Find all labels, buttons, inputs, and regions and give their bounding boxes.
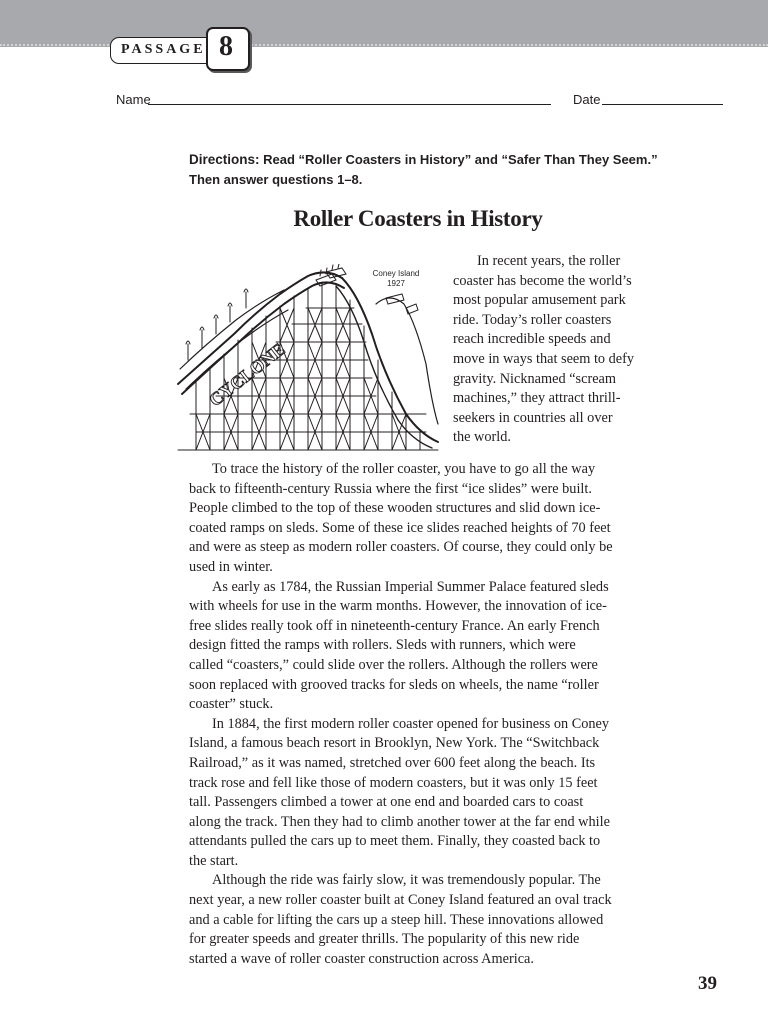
body-line: soon replaced with grooved tracks for sleds on wheels, the name “roller [189, 676, 599, 693]
roller-coaster-illustration [176, 264, 440, 452]
directions [189, 150, 659, 190]
body-line: the start. [189, 852, 239, 869]
body-line: design fitted the ramps with rollers. Sleds with runners, which were [189, 637, 576, 654]
intro-line: gravity. Nicknamed “scream [453, 370, 617, 387]
passage-number: 8 [219, 31, 233, 62]
intro-line: most popular amusement park [453, 292, 626, 309]
date-label: Date [573, 92, 601, 107]
directions-label: Directions: [189, 152, 260, 167]
body-line: track rose and fell like those of modern coasters, but it was only 15 feet [189, 774, 598, 791]
body-line: called “coasters,” could slide over the rollers. Although the rollers were [189, 656, 598, 673]
body-line: People climbed to the top of these wooden structures and slid down ice- [189, 500, 601, 517]
body-line: As early as 1784, the Russian Imperial Summer Palace featured sleds [212, 578, 609, 595]
article-body [189, 460, 651, 969]
body-line: Although the ride was fairly slow, it was tremendously popular. The [212, 872, 601, 889]
intro-line: machines,” they attract thrill- [453, 390, 621, 407]
body-line: Railroad,” as it was named, stretched over 600 feet along the beach. Its [189, 754, 596, 771]
intro-paragraph [453, 252, 653, 448]
date-field-line[interactable] [602, 104, 723, 105]
body-line: To trace the history of the roller coaster, you have to go all the way [212, 461, 596, 477]
body-line: coaster” stuck. [189, 696, 274, 713]
illustration-caption-place: Coney Island [372, 269, 420, 278]
illustration-caption-year: 1927 [387, 279, 405, 288]
name-label: Name [116, 92, 151, 107]
body-line: attendants pulled the cars up to meet them. Finally, they coasted back to [189, 833, 601, 850]
intro-line: move in ways that seem to defy [453, 350, 635, 367]
body-line: used in winter. [189, 558, 273, 575]
intro-line: the world. [453, 429, 511, 446]
passage-label: PASSAGE [121, 42, 206, 57]
intro-line: coaster has become the world’s [453, 272, 632, 289]
article-title: Roller Coasters in History [293, 206, 543, 231]
body-line: next year, a new roller coaster built at Coney Island featured an oval track [189, 892, 612, 909]
intro-line: In recent years, the roller [477, 253, 621, 269]
body-line: free slides really took off in nineteenth-century France. An early French [189, 617, 600, 634]
body-line: and were as steep as modern roller coasters. Of course, they could only be [189, 539, 613, 556]
illustration-sign-text: CYCLONE [205, 338, 289, 411]
body-line: In 1884, the first modern roller coaster opened for business on Coney [212, 715, 610, 732]
directions-text: Read “Roller Coasters in History” and “Safer Than They Seem.” Then answer questions 1–8. [189, 152, 658, 187]
body-line: back to fifteenth-century Russia where the first “ice slides” were built. [189, 480, 592, 497]
body-line: and a cable for lifting the cars up a steep hill. These innovations allowed [189, 911, 604, 928]
body-line: with wheels for use in the warm months. However, the innovation of ice- [189, 598, 607, 615]
page-number: 39 [698, 973, 717, 994]
body-line: tall. Passengers climbed a tower at one end and boarded cars to coast [189, 794, 584, 811]
body-line: started a wave of roller coaster construction across America. [189, 950, 534, 967]
body-line: coated ramps on sleds. Some of these ice slides reached heights of 70 feet [189, 519, 611, 536]
name-field-line[interactable] [148, 104, 551, 105]
body-line: for greater speeds and greater thrills. The popularity of this new ride [189, 931, 580, 948]
intro-line: reach incredible speeds and [453, 331, 611, 348]
intro-line: seekers in countries all over [453, 409, 613, 426]
intro-line: ride. Today’s roller coasters [453, 311, 612, 328]
body-line: Island, a famous beach resort in Brooklyn, New York. The “Switchback [189, 735, 600, 752]
body-line: along the track. Then they had to climb another tower at the far end while [189, 813, 610, 830]
